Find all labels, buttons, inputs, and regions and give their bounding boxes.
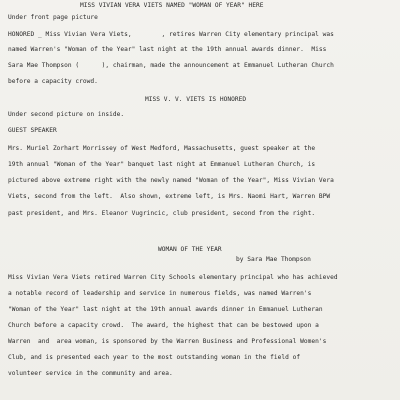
- subheading-honored: MISS V. V. VIETS IS HONORED: [145, 96, 247, 103]
- guest-line-3: pictured above extreme right with the newly named "Woman of the Year", Miss Vivian Vera: [8, 177, 334, 184]
- main-line-6: Club, and is presented each year to the most outstanding woman in the field of: [8, 354, 301, 361]
- guest-line-2: 19th annual "Woman of the Year" banquet last night at Emmanuel Lutheran Church, is: [8, 161, 316, 168]
- main-line-3: "Woman of the Year" last night at the 19th annual awards dinner in Emmanuel Lutheran: [8, 306, 323, 313]
- honored-line-3: Sara Mae Thompson ( ), chairman, made the announcement at Emmanuel Lutheran Church: [8, 62, 334, 69]
- guest-line-5: past president, and Mrs. Eleanor Vugrincic, club president, second from the right.: [8, 210, 316, 217]
- caption-inside-picture: Under second picture on inside.: [8, 111, 125, 118]
- honored-line-2: named Warren's "Woman of the Year" last night at the 19th annual awards dinner. Miss: [8, 46, 327, 53]
- woman-of-year-title: WOMAN OF THE YEAR: [158, 246, 222, 253]
- main-line-5: Warren and area woman, is sponsored by the Warren Business and Professional Women's: [8, 338, 327, 345]
- guest-speaker-label: GUEST SPEAKER: [8, 127, 57, 134]
- guest-line-1: Mrs. Muriel Zorhart Morrissey of West Medford, Massachusetts, guest speaker at the: [8, 145, 316, 152]
- main-line-2: a notable record of leadership and service in numerous fields, was named Warren's: [8, 290, 312, 297]
- main-line-1: Miss Vivian Vera Viets retired Warren City Schools elementary principal who has achieved: [8, 274, 338, 281]
- honored-line-4: before a capacity crowd.: [8, 78, 98, 85]
- honored-line-1: HONORED _ Miss Vivian Vera Viets, , retires Warren City elementary principal was: [8, 31, 334, 38]
- guest-line-4: Viets, second from the left. Also shown, extreme left, is Mrs. Naomi Hart, Warren BPW: [8, 193, 331, 200]
- byline: by Sara Mae Thompson: [236, 256, 311, 263]
- main-line-4: Church before a capacity crowd. The award, the highest that can be bestowed upon a: [8, 322, 319, 329]
- document-heading: MISS VIVIAN VERA VIETS NAMED "WOMAN OF YEAR" HERE: [80, 2, 264, 9]
- main-line-7: volunteer service in the community and area.: [8, 370, 173, 377]
- caption-front-page: Under front page picture: [8, 14, 98, 21]
